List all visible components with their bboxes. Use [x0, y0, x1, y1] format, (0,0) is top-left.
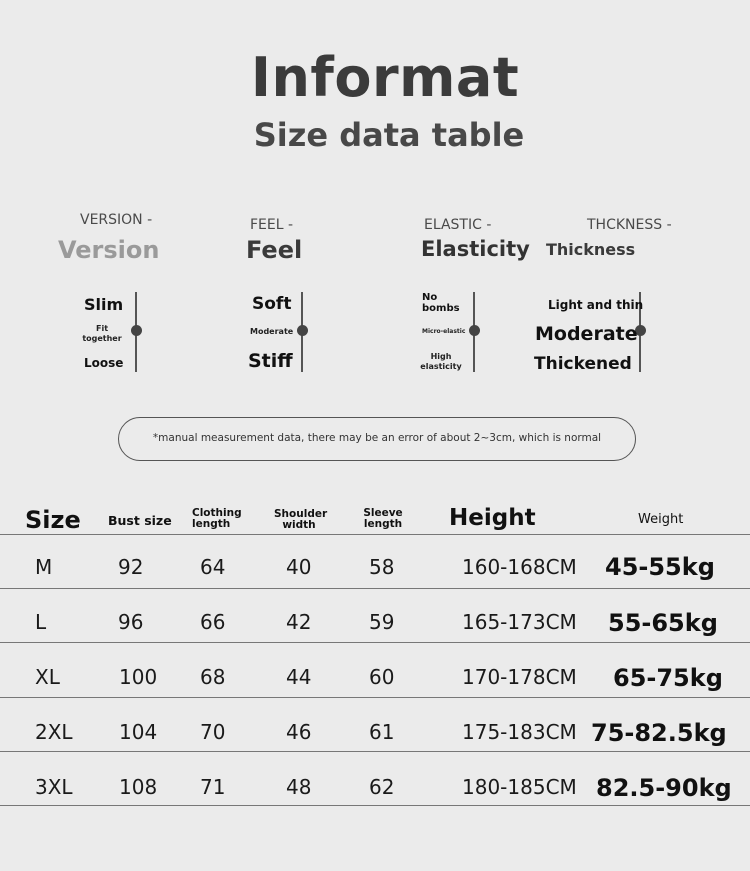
header-clothing-length: Clothing length	[192, 507, 242, 530]
row-l-weight: 55-65kg	[608, 609, 718, 637]
version-option-loose: Loose	[84, 356, 124, 370]
feel-label-small: FEEL -	[250, 217, 294, 233]
row-3xl-height: 180-185CM	[462, 775, 577, 799]
row-3xl-clothing: 71	[200, 775, 226, 799]
feel-label-big: Feel	[246, 236, 303, 264]
table-divider	[0, 751, 750, 752]
version-option-fit-together: Fit together	[82, 324, 122, 343]
elastic-option-no-bombs: No bombs	[422, 292, 460, 314]
row-xl-clothing: 68	[200, 665, 226, 689]
row-3xl-bust: 108	[119, 775, 158, 799]
row-xl-height: 170-178CM	[462, 665, 577, 689]
header-shoulder-width: Shoulder width	[274, 508, 328, 531]
elastic-label-small: ELASTIC -	[424, 217, 492, 233]
row-2xl-size: 2XL	[35, 720, 73, 744]
row-l-sleeve: 59	[369, 610, 395, 634]
thickness-option-light-thin: Light and thin	[548, 298, 644, 312]
version-label-big: Version	[58, 236, 160, 264]
thickness-option-thickened: Thickened	[534, 354, 632, 374]
feel-scale-dot	[297, 325, 308, 336]
feel-option-stiff: Stiff	[248, 350, 293, 372]
row-m-sleeve: 58	[369, 555, 395, 579]
row-m-size: M	[35, 555, 53, 579]
row-xl-shoulder: 44	[286, 665, 312, 689]
elastic-scale-dot	[469, 325, 480, 336]
row-m-clothing: 64	[200, 555, 226, 579]
row-xl-size: XL	[35, 665, 60, 689]
row-l-shoulder: 42	[286, 610, 312, 634]
version-label-small: VERSION -	[80, 212, 153, 228]
header-height: Height	[449, 505, 536, 531]
header-sleeve-length: Sleeve length	[363, 507, 403, 530]
table-divider	[0, 588, 750, 589]
measurement-note: *manual measurement data, there may be an error of about 2~3cm, which is normal	[118, 417, 636, 461]
row-3xl-weight: 82.5-90kg	[596, 774, 732, 802]
version-option-slim: Slim	[84, 295, 124, 314]
row-l-size: L	[35, 610, 47, 634]
row-m-bust: 92	[118, 555, 144, 579]
header-size: Size	[25, 506, 81, 534]
table-divider	[0, 697, 750, 698]
row-2xl-clothing: 70	[200, 720, 226, 744]
thickness-option-moderate: Moderate	[535, 323, 638, 345]
page-subtitle: Size data table	[253, 116, 525, 154]
row-xl-bust: 100	[119, 665, 158, 689]
row-m-weight: 45-55kg	[605, 553, 715, 581]
row-2xl-sleeve: 61	[369, 720, 395, 744]
feel-option-soft: Soft	[252, 294, 292, 314]
row-xl-weight: 65-75kg	[613, 664, 723, 692]
row-l-height: 165-173CM	[462, 610, 577, 634]
table-divider	[0, 534, 750, 535]
row-2xl-bust: 104	[119, 720, 158, 744]
thickness-label-big: Thickness	[546, 240, 636, 259]
row-l-bust: 96	[118, 610, 144, 634]
row-m-height: 160-168CM	[462, 555, 577, 579]
table-divider	[0, 642, 750, 643]
header-bust-size: Bust size	[108, 513, 172, 528]
elastic-label-big: Elasticity	[421, 237, 530, 261]
elastic-option-high-elasticity: High elasticity	[420, 352, 462, 371]
thickness-label-small: THCKNESS -	[587, 217, 672, 233]
row-2xl-height: 175-183CM	[462, 720, 577, 744]
feel-option-moderate: Moderate	[250, 327, 294, 336]
row-2xl-weight: 75-82.5kg	[591, 719, 727, 747]
row-3xl-size: 3XL	[35, 775, 73, 799]
header-weight: Weight	[638, 512, 684, 527]
version-scale-dot	[131, 325, 142, 336]
page-title: Informat	[250, 46, 520, 109]
row-xl-sleeve: 60	[369, 665, 395, 689]
row-l-clothing: 66	[200, 610, 226, 634]
row-3xl-sleeve: 62	[369, 775, 395, 799]
row-3xl-shoulder: 48	[286, 775, 312, 799]
row-2xl-shoulder: 46	[286, 720, 312, 744]
row-m-shoulder: 40	[286, 555, 312, 579]
elastic-option-micro-elastic: Micro-elastic	[422, 328, 466, 335]
table-divider	[0, 805, 750, 806]
